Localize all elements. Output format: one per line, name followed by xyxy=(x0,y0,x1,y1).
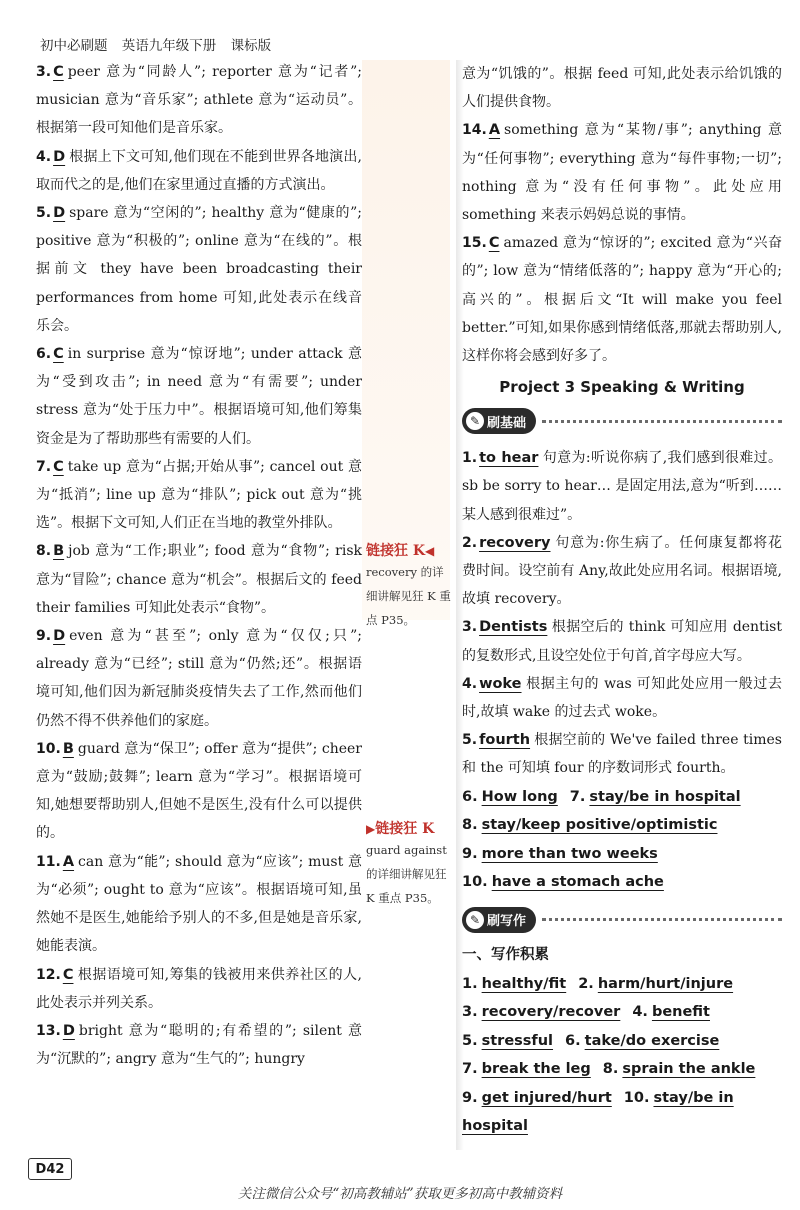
item-explanation: 句意为:听说你病了,我们感到很难过。sb be sorry to hear… 是固定用法,意为“听到……某人感到很难过”。 xyxy=(462,450,782,523)
item-explanation: take up 意为“占据;开始从事”; cancel out 意为“抵消”; line up 意为“排队”; pick out 意为“挑选”。根据下文可知,人们正在当地的教堂外排队。 xyxy=(36,458,362,532)
item-number: 10. xyxy=(36,740,61,757)
item-number: 2. xyxy=(578,975,594,992)
answer-item xyxy=(36,961,362,1017)
dotted-divider xyxy=(542,420,782,423)
item-number: 4. xyxy=(36,148,52,165)
item-explanation: amazed 意为“惊讶的”; excited 意为“兴奋的”; low 意为“情绪低落的”; happy 意为“开心的;高兴的”。根据后文“It will make you feel better.”可知,如果你感到情绪低落,那就去帮助别人,这样你将会感到好多了。 xyxy=(462,235,782,365)
item-answer: stay/be in hospital xyxy=(462,1089,734,1135)
item-number: 9. xyxy=(462,1089,478,1106)
answer-item xyxy=(36,58,362,143)
item-answer: sprain the ankle xyxy=(622,1061,756,1078)
margin-note xyxy=(366,540,452,632)
arrow-icon: ▶ xyxy=(366,822,376,836)
right-items xyxy=(462,116,782,370)
section-basics-header xyxy=(462,408,782,434)
item-answer: break the leg xyxy=(481,1061,591,1078)
margin-notes xyxy=(366,536,452,910)
item-answer: fourth xyxy=(479,732,531,749)
item-explanation: 根据空前的 We've failed three times 和 the 可知填 four 的序数词形式 fourth。 xyxy=(462,732,782,777)
pen-icon: ✎ xyxy=(466,911,484,929)
answer-item xyxy=(462,670,782,726)
item-number: 8. xyxy=(36,543,52,560)
item-number: 7. xyxy=(569,788,586,805)
item-explanation: something 意为“某物/事”; anything 意为“任何事物”; everything 意为“每件事物;一切”; nothing 意为“没有任何事物”。此处应用 something 来表示妈妈总说的事情。 xyxy=(462,122,782,224)
answer-line xyxy=(462,1084,782,1141)
answer-item xyxy=(462,444,782,529)
item-explanation: in surprise 意为“惊讶地”; under attack 意为“受到攻击”; in need 意为“有需要”; under stress 意为“处于压力中”。根据语境可知,他们筹集资金是为了帮助那些有需要的人们。 xyxy=(36,346,362,447)
section-label: 刷基础 xyxy=(487,415,527,431)
item-answer: stay/keep positive/optimistic xyxy=(481,817,718,834)
item-answer: take/do exercise xyxy=(584,1032,720,1049)
footer-note: 关注微信公众号“初高教辅站”获取更多初高中教辅资料 xyxy=(237,1186,563,1202)
item-explanation: 根据语境可知,筹集的钱被用来供养社区的人,此处表示并列关系。 xyxy=(36,966,362,1011)
item-number: 7. xyxy=(36,458,52,475)
item-number: 11. xyxy=(36,853,61,870)
item-explanation: 根据主句的 was 可知此处应用一般过去时,故填 wake 的过去式 woke。 xyxy=(462,675,782,721)
answer-item xyxy=(36,848,362,961)
item-answer: more than two weeks xyxy=(481,845,658,862)
subject-title: 英语九年级下册 xyxy=(121,38,217,54)
item-number: 14. xyxy=(462,122,487,139)
item-answer: C xyxy=(488,235,500,252)
item-number: 2. xyxy=(462,534,478,551)
margin-note xyxy=(366,818,452,910)
item-answer: A xyxy=(62,853,75,870)
margin-note-title: 链接狂 K xyxy=(375,821,435,837)
item-number: 5. xyxy=(36,205,52,222)
item-number: 5. xyxy=(462,732,478,749)
item-answer: D xyxy=(62,1022,75,1039)
item-answer: have a stomach ache xyxy=(491,874,664,891)
margin-note-body: guard against 的详细讲解见狂 K 重点 P35。 xyxy=(366,843,447,905)
answer-item xyxy=(36,1017,362,1073)
page-header xyxy=(40,34,281,54)
item-explanation: guard 意为“保卫”; offer 意为“提供”; cheer 意为“鼓励;鼓舞”; learn 意为“学习”。根据语境可知,她想要帮助别人,但她不是医生,没有什么可以提供的。 xyxy=(36,740,362,842)
item-explanation: 根据空后的 think 可知应用 dentist 的复数形式,且设空处位于句首,首字母应大写。 xyxy=(462,619,782,664)
answer-line xyxy=(462,840,782,869)
item-answer: stressful xyxy=(481,1032,554,1049)
margin-note-body: recovery 的详细讲解见狂 K 重点 P35。 xyxy=(366,565,451,627)
page-number: D42 xyxy=(28,1158,72,1180)
answer-item xyxy=(36,537,362,622)
answer-line xyxy=(462,970,782,999)
item-answer: How long xyxy=(481,788,558,805)
item-answer: recovery xyxy=(479,534,551,551)
item-number: 10. xyxy=(462,874,488,891)
item-number: 3. xyxy=(462,1004,478,1021)
arrow-icon: ◀ xyxy=(425,544,435,558)
answer-item xyxy=(36,735,362,848)
basics-short-answers xyxy=(462,783,782,897)
item-answer: D xyxy=(53,205,66,222)
item-number: 8. xyxy=(462,817,478,834)
basics-list xyxy=(462,444,782,782)
item-number: 13. xyxy=(36,1022,61,1039)
item-number: 9. xyxy=(462,845,478,862)
item-answer: C xyxy=(62,966,74,983)
item-number: 3. xyxy=(462,619,478,636)
book-title: 初中必刷题 xyxy=(40,38,108,54)
item-answer: get injured/hurt xyxy=(481,1089,612,1106)
item-explanation: 句意为:你生病了。任何康复都将花费时间。设空前有 Any,故此处应用名词。根据语境,故填 recovery。 xyxy=(462,534,782,608)
answer-line xyxy=(462,1055,782,1084)
item-answer: benefit xyxy=(651,1004,710,1021)
answer-line xyxy=(462,783,782,812)
item-answer: healthy/fit xyxy=(481,975,567,992)
margin-note-title: 链接狂 K xyxy=(366,543,426,559)
item-number: 6. xyxy=(462,788,478,805)
item-explanation: can 意为“能”; should 意为“应该”; must 意为“必须”; ought to 意为“应该”。根据语境可知,虽然她不是医生,她能给予别人的不多,但是她是音乐家,她能表演。 xyxy=(36,853,362,955)
item-answer: B xyxy=(53,543,65,560)
item-answer: C xyxy=(53,346,64,363)
item-answer: C xyxy=(53,64,64,80)
project-title: Project 3 Speaking & Writing xyxy=(499,378,745,397)
pen-icon: ✎ xyxy=(466,412,484,430)
answer-item xyxy=(36,453,362,538)
continued-text: 意为“饥饿的”。根据 feed 可知,此处表示给饥饿的人们提供食物。 xyxy=(462,66,782,111)
item-number: 5. xyxy=(462,1032,478,1049)
item-answer: A xyxy=(488,122,501,139)
item-answer: woke xyxy=(479,675,522,692)
edition-label: 课标版 xyxy=(230,38,272,54)
item-number: 3. xyxy=(36,64,52,80)
item-number: 4. xyxy=(632,1004,648,1021)
item-explanation: 根据上下文可知,他们现在不能到世界各地演出,取而代之的是,他们在家里通过直播的方式演出。 xyxy=(36,148,362,193)
item-number: 10. xyxy=(623,1089,650,1106)
item-explanation: spare 意为“空闲的”; healthy 意为“健康的”; positive 意为“积极的”; online 意为“在线的”。根据前文 they have been broadcasting their performances from home 可知,此处表示在线音乐会。 xyxy=(36,205,362,334)
item-answer: to hear xyxy=(479,450,539,467)
item-number: 6. xyxy=(36,346,52,363)
section-label: 刷写作 xyxy=(487,914,527,930)
answer-line xyxy=(462,1027,782,1056)
item-number: 6. xyxy=(565,1032,581,1049)
item-answer: D xyxy=(53,148,66,165)
answer-item xyxy=(462,529,782,614)
dotted-divider xyxy=(542,918,782,921)
item-answer: recovery/recover xyxy=(481,1004,621,1021)
answer-line xyxy=(462,868,782,897)
item-answer: Dentists xyxy=(479,619,548,636)
writing-list xyxy=(462,970,782,1141)
item-answer: harm/hurt/injure xyxy=(597,975,734,992)
item-number: 7. xyxy=(462,1061,478,1078)
item-answer: stay/be in hospital xyxy=(589,788,741,805)
writing-subheading: 一、写作积累 xyxy=(462,946,549,963)
answer-item xyxy=(462,229,782,370)
item-explanation: peer 意为“同龄人”; reporter 意为“记者”; musician 意为“音乐家”; athlete 意为“运动员”。根据第一段可知他们是音乐家。 xyxy=(36,64,362,137)
item-number: 1. xyxy=(462,975,478,992)
left-column xyxy=(36,58,362,1073)
section-writing-header xyxy=(462,907,782,933)
item-answer: B xyxy=(62,740,74,757)
answer-item xyxy=(462,726,782,782)
answer-item xyxy=(462,116,782,229)
section-badge xyxy=(462,408,536,434)
item-number: 1. xyxy=(462,450,478,467)
item-explanation: job 意为“工作;职业”; food 意为“食物”; risk 意为“冒险”; chance 意为“机会”。根据后文的 feed their families 可知此处表示“食物”。 xyxy=(36,543,362,616)
item-number: 12. xyxy=(36,966,61,983)
item-number: 9. xyxy=(36,628,52,645)
right-column xyxy=(462,60,782,1141)
item-answer: C xyxy=(53,458,64,475)
answer-line xyxy=(462,811,782,840)
item-explanation: bright 意为“聪明的;有希望的”; silent 意为“沉默的”; angry 意为“生气的”; hungry xyxy=(36,1022,362,1068)
item-number: 4. xyxy=(462,675,478,692)
item-answer: D xyxy=(53,628,66,645)
answer-item xyxy=(36,143,362,199)
answer-item xyxy=(36,340,362,453)
item-explanation: even 意为“甚至”; only 意为“仅仅;只”; already 意为“已经”; still 意为“仍然;还”。根据语境可知,他们因为新冠肺炎疫情失去了工作,然而他们仍然不得不供养他们的家庭。 xyxy=(36,628,362,729)
section-badge xyxy=(462,907,536,933)
item-number: 8. xyxy=(602,1061,619,1078)
answer-item xyxy=(36,199,362,340)
answer-item xyxy=(462,613,782,669)
answer-item xyxy=(36,622,362,735)
item-number: 15. xyxy=(462,235,487,252)
answer-line xyxy=(462,998,782,1027)
